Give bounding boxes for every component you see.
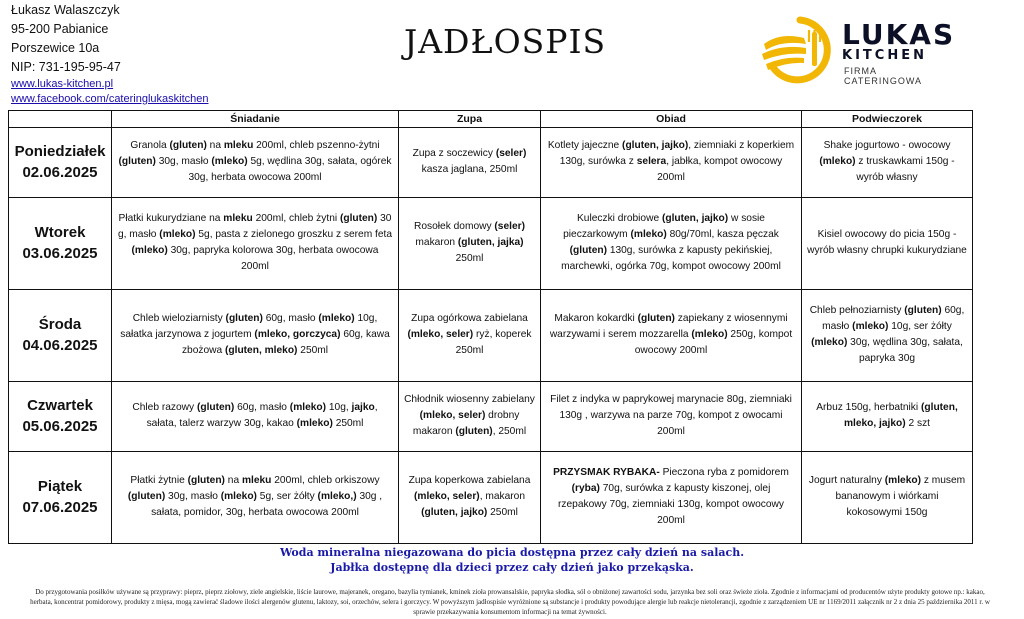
meal-cell [399,197,541,289]
company-info [11,1,208,107]
meal-cell [541,382,802,452]
allergen-text: (gluten) [339,213,378,225]
meal-text: , sałata, talerz warzyw 30g, kakao [146,402,378,430]
meal-text: 130g, surówka z kapusty pekińskiej, marchewki, ogórka 70g, kompot owocowy 200ml [561,245,781,273]
allergen-text: (mleko) [159,229,196,241]
day-cell [9,197,112,289]
allergen-text: (mleko, seler) [407,329,474,341]
allergen-text: (gluten, jajko) [661,213,729,225]
logo-word: LUKAS [842,18,956,51]
meal-text: z musem bananowym i wiórkami kokosowymi 150g [835,475,966,519]
day-date: 04.06.2025 [22,337,98,355]
day-date: 07.06.2025 [22,499,98,517]
meal-text: 10g, [326,402,352,414]
day-cell [9,382,112,452]
meal-text: Pieczona ryba z pomidorem [659,467,789,479]
allergen-text: selera [636,156,667,168]
company-city: 95-200 Pabianice [11,22,109,36]
allergen-text: (mleko, seler) [419,410,486,422]
meal-text: , ziemniaki z koperkiem 130g, surówka z [559,140,795,168]
day-name: Poniedziałek [14,143,106,161]
meal-text: 60g, masło [822,305,965,333]
meal-cell [802,289,973,381]
corner-cell [9,111,112,128]
allergen-text: (mleko, gorczyca) [254,329,341,341]
meal-text: 250ml [332,418,364,430]
meal-cell [541,197,802,289]
company-nip: NIP: 731-195-95-47 [11,60,121,74]
column-header: Obiad [541,111,802,128]
allergen-text: (mleko) [811,337,848,349]
meal-text: 30g , sałata, pomidor, 30g, herbata owocowa 200ml [151,491,383,519]
menu-header-row [9,111,973,128]
meal-text: 10g, ser żółty [888,321,952,333]
meal-text: Rosołek domowy [414,221,495,233]
meal-text: 250ml [487,507,518,519]
meal-text: makaron [415,237,458,249]
logo-sub: KITCHEN [842,48,927,63]
allergen-text: mleku [223,140,254,152]
day-date: 02.06.2025 [22,164,98,182]
meal-text: 30g, masło [155,156,212,168]
meal-cell [802,451,973,543]
meal-cell [112,289,399,381]
meal-text: 200ml, chleb orkiszowy [271,475,380,487]
meal-text: 70g, surówka z kapusty kiszonej, olej rzepakowy 70g, ziemniaki 130g, kompot owocowy 200ml [558,483,784,527]
allergen-text: (mleko) [691,329,728,341]
meal-cell [541,451,802,543]
meal-text: z truskawkami 150g - wyrób własny [855,156,955,184]
meal-text: Filet z indyka w paprykowej marynacie 80g, ziemniaki 130g , warzywa na parze 70g, kompot z owocami 200ml [550,394,792,438]
meal-text: ryż, koperek 250ml [455,329,532,357]
allergen-text: (gluten) [127,491,166,503]
facebook-link[interactable]: www.facebook.com/cateringlukaskitchen [11,93,209,105]
allergen-text: (seler) [494,221,525,233]
meal-text: , 250ml [492,426,527,438]
meal-text: Chleb wieloziarnisty [132,313,226,325]
allergen-text: (mleko) [131,245,168,257]
chef-hat-logo-icon [760,14,840,84]
allergen-text: (mleko) [296,418,333,430]
meal-cell [112,451,399,543]
allergen-text: mleku [241,475,272,487]
day-name: Czwartek [27,397,93,415]
allergen-text: (gluten) [196,402,235,414]
allergen-text: (mleko) [630,229,667,241]
allergen-text: jajko [351,402,375,414]
meal-text: Płatki kukurydziane na [118,213,224,225]
meal-text: 30 g, masło [117,213,392,241]
meal-text: 80g/70ml, kasza pęczak [666,229,779,241]
allergen-text: (mleko) [852,321,889,333]
meal-text: w sosie pieczarkowym [563,213,765,241]
notice [0,545,1024,575]
day-date: 03.06.2025 [22,245,98,263]
meal-cell [112,382,399,452]
allergen-text: (mleko) [220,491,257,503]
company-street: Porszewice 10a [11,41,100,55]
column-header: Podwieczorek [802,111,973,128]
meal-text: drobny makaron [412,410,520,438]
meal-text: kasza jaglana, 250ml [421,164,518,176]
meal-text: Zupa z soczewicy [412,148,496,160]
allergen-text: PRZYSMAK RYBAKA- [553,467,660,479]
allergen-text: (mleko) [211,156,248,168]
logo-tagline: FIRMA CATERINGOWA [844,66,922,86]
meal-cell [112,128,399,198]
day-name: Środa [38,316,82,334]
meal-cell [112,197,399,289]
meal-cell [802,197,973,289]
allergen-text: (mleko,) [317,491,357,503]
meal-text: 250ml [297,345,329,357]
meal-text: 250ml [455,253,484,265]
website-link[interactable]: www.lukas-kitchen.pl [11,78,114,90]
allergen-text: (gluten) [637,313,675,325]
allergen-text: (gluten, jajko) [421,507,488,519]
lukas-kitchen-logo [760,10,956,88]
page-title: JADŁOSPIS [404,22,607,61]
meal-text: na [224,475,242,487]
day-date: 05.06.2025 [22,418,98,436]
meal-text: Kotlety jajeczne [547,140,623,152]
day-cell [9,451,112,543]
meal-text: na [206,140,224,152]
company-name: Łukasz Walaszczyk [11,3,120,17]
table-row [9,451,973,543]
meal-text: 5g, wędlina 30g, sałata, ogórek 30g, herbata owocowa 200ml [188,156,392,184]
allergen-text: (gluten) [118,156,156,168]
meal-text: zapiekany z wiosennymi warzywami i serem mozzarella [549,313,788,341]
meal-cell [541,289,802,381]
allergen-text: (ryba) [571,483,600,495]
meal-cell [399,128,541,198]
notice-water: Woda mineralna niegazowana do picia dostępna przez cały dzień na salach. [279,546,745,559]
allergen-text: mleku [223,213,253,225]
allergen-text: (gluten, mleko, jajko) [843,402,958,430]
day-name: Wtorek [34,224,86,242]
meal-cell [399,289,541,381]
meal-text: 5g, ser żółty [256,491,318,503]
allergen-text: (mleko) [884,475,921,487]
allergen-footnote: Do przygotowania posiłków używane są przyprawy: pieprz, pieprz ziołowy, ziele angielskie, liście laurowe, majeranek, oregano, bazylia tymianek, kminek zioła prowansalskie, papryka słodka, sól o obniżonej zawartości sodu, jarzynka bez soli oraz świeże zioła. Zgodnie z informacjami od producentów użyte produkty gotowe np.: kakao, herbata, koncentrat pomidorowy, produkty z mięsa, mogą zawierać śladowe ilości alergenów glutenu, laktozy, soi, orzechów, selera i gorczycy. W powyższym jadłospisie wyróżnione są substancje i produkty powodujące alergie lub reakcje nietolerancji, zgodnie z zarządzeniem UE nr 1169/2011 załącznik nr 2 z dnia 25 października 2011 r. w sprawie przekazywania konsumentom informacji na temat żywności. [30,588,990,616]
table-row [9,197,973,289]
allergen-text: (gluten) [455,426,493,438]
meal-text: 2 szt [905,418,931,430]
menu-table [8,110,973,544]
meal-text: Shake jogurtowo - owocowy [823,140,951,152]
day-name: Piątek [37,478,83,496]
allergen-text: (gluten) [187,475,225,487]
meal-text: 250g, kompot owocowy 200ml [634,329,793,357]
column-header: Śniadanie [112,111,399,128]
meal-text: Płatki żytnie [130,475,188,487]
day-cell [9,128,112,198]
allergen-text: (gluten) [169,140,207,152]
allergen-text: (mleko) [318,313,355,325]
meal-cell [399,451,541,543]
meal-text: Jogurt naturalny [808,475,885,487]
allergen-text: (mleko) [289,402,327,414]
meal-text: 60g, masło [234,402,290,414]
table-row [9,128,973,198]
meal-text: 10g, sałatka jarzynowa z jogurtem [120,313,378,341]
meal-text: Zupa koperkowa zabielana [408,475,531,487]
meal-text: Chłodnik wiosenny zabielany [404,394,535,406]
allergen-text: (gluten, jajka) [457,237,524,249]
table-row [9,382,973,452]
meal-text: 60g, masło [262,313,319,325]
meal-text: 200ml, chleb żytni [252,213,340,225]
meal-text: Zupa ogórkowa zabielana [411,313,528,325]
allergen-text: (mleko) [819,156,856,168]
allergen-text: (gluten) [225,313,263,325]
meal-text: 30g, wędlina 30g, sałata, papryka 30g [847,337,963,365]
meal-text: 60g, kawa zbożowa [181,329,390,357]
meal-text: , jabłka, kompot owocowy 200ml [657,156,783,184]
meal-text: , makaron [479,491,525,503]
meal-text: 30g, papryka kolorowa 30g, herbata owocowa 200ml [167,245,379,273]
meal-cell [399,382,541,452]
column-header: Zupa [399,111,541,128]
meal-text: Arbuz 150g, herbatniki [816,402,921,414]
meal-cell [541,128,802,198]
allergen-text: (gluten) [569,245,607,257]
meal-text: Chleb pełnoziarnisty [809,305,905,317]
meal-text: 5g, pasta z zielonego groszku z serem feta [195,229,393,241]
meal-cell [802,382,973,452]
allergen-text: (gluten) [904,305,942,317]
day-cell [9,289,112,381]
table-row [9,289,973,381]
meal-cell [802,128,973,198]
allergen-text: (gluten, mleko) [225,345,298,357]
meal-text: Chleb razowy [132,402,197,414]
meal-text: Kisiel owocowy do picia 150g - wyrób własny chrupki kukurydziane [807,229,967,257]
allergen-text: (seler) [495,148,527,160]
allergen-text: (mleko, seler) [414,491,480,503]
meal-text: 30g, masło [165,491,221,503]
notice-apples: Jabłka dostępnę dla dzieci przez cały dzień jako przekąska. [330,561,694,574]
allergen-text: (gluten, jajko) [622,140,689,152]
meal-text: 200ml, chleb pszenno-żytni [253,140,380,152]
meal-text: Makaron kokardki [554,313,638,325]
meal-text: Granola [130,140,170,152]
meal-text: Kuleczki drobiowe [577,213,662,225]
